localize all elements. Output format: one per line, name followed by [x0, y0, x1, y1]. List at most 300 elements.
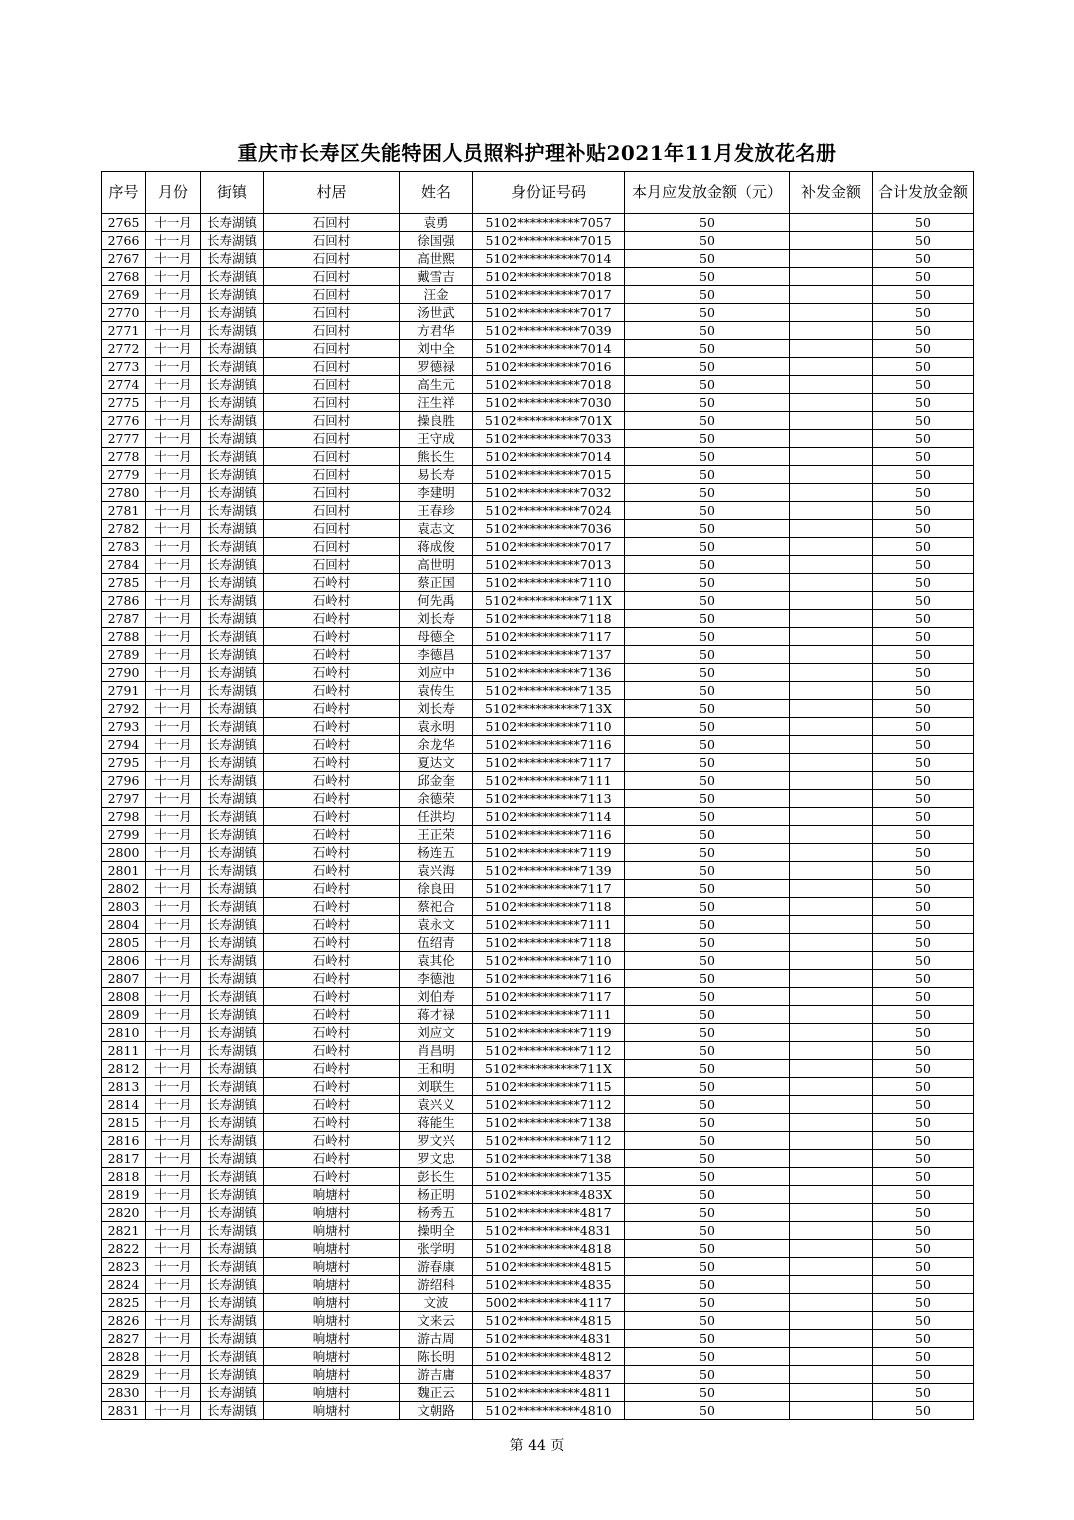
serial-cell: 2776: [102, 412, 146, 430]
name-cell: 刘应中: [400, 664, 473, 682]
amount-cell: 50: [625, 1024, 790, 1042]
amount-cell: 50: [625, 358, 790, 376]
village-cell: 石回村: [264, 502, 400, 520]
town-cell: 长寿湖镇: [201, 412, 264, 430]
town-cell: 长寿湖镇: [201, 970, 264, 988]
serial-cell: 2773: [102, 358, 146, 376]
id-number-cell: 5102**********7139: [473, 862, 625, 880]
month-cell: 十一月: [146, 1006, 201, 1024]
town-cell: 长寿湖镇: [201, 988, 264, 1006]
column-header: 姓名: [400, 172, 473, 214]
total-amount-cell: 50: [873, 232, 974, 250]
table-row: [102, 1060, 974, 1078]
total-amount-cell: 50: [873, 808, 974, 826]
amount-cell: 50: [625, 952, 790, 970]
amount-cell: 50: [625, 1132, 790, 1150]
id-number-cell: 5102**********7136: [473, 664, 625, 682]
town-cell: 长寿湖镇: [201, 340, 264, 358]
reissue-amount-cell: [790, 736, 873, 754]
table-row: [102, 970, 974, 988]
total-amount-cell: 50: [873, 268, 974, 286]
month-cell: 十一月: [146, 880, 201, 898]
name-cell: 袁传生: [400, 682, 473, 700]
id-number-cell: 5102**********7017: [473, 304, 625, 322]
town-cell: 长寿湖镇: [201, 250, 264, 268]
serial-cell: 2823: [102, 1258, 146, 1276]
total-amount-cell: 50: [873, 430, 974, 448]
amount-cell: 50: [625, 790, 790, 808]
amount-cell: 50: [625, 628, 790, 646]
total-amount-cell: 50: [873, 1186, 974, 1204]
reissue-amount-cell: [790, 1240, 873, 1258]
total-amount-cell: 50: [873, 826, 974, 844]
id-number-cell: 5102**********7117: [473, 754, 625, 772]
reissue-amount-cell: [790, 1222, 873, 1240]
id-number-cell: 5102**********7117: [473, 988, 625, 1006]
total-amount-cell: 50: [873, 340, 974, 358]
town-cell: 长寿湖镇: [201, 214, 264, 232]
id-number-cell: 5102**********7118: [473, 610, 625, 628]
month-cell: 十一月: [146, 862, 201, 880]
total-amount-cell: 50: [873, 718, 974, 736]
id-number-cell: 5102**********7024: [473, 502, 625, 520]
amount-cell: 50: [625, 610, 790, 628]
town-cell: 长寿湖镇: [201, 322, 264, 340]
reissue-amount-cell: [790, 592, 873, 610]
town-cell: 长寿湖镇: [201, 610, 264, 628]
village-cell: 响塘村: [264, 1294, 400, 1312]
reissue-amount-cell: [790, 1294, 873, 1312]
month-cell: 十一月: [146, 538, 201, 556]
name-cell: 易长寿: [400, 466, 473, 484]
id-number-cell: 5102**********7111: [473, 916, 625, 934]
town-cell: 长寿湖镇: [201, 1312, 264, 1330]
id-number-cell: 5102**********7014: [473, 448, 625, 466]
total-amount-cell: 50: [873, 574, 974, 592]
reissue-amount-cell: [790, 988, 873, 1006]
village-cell: 石回村: [264, 448, 400, 466]
name-cell: 熊长生: [400, 448, 473, 466]
reissue-amount-cell: [790, 1006, 873, 1024]
village-cell: 石回村: [264, 430, 400, 448]
town-cell: 长寿湖镇: [201, 952, 264, 970]
reissue-amount-cell: [790, 1204, 873, 1222]
amount-cell: 50: [625, 1312, 790, 1330]
total-amount-cell: 50: [873, 610, 974, 628]
village-cell: 石回村: [264, 466, 400, 484]
serial-cell: 2779: [102, 466, 146, 484]
village-cell: 石岭村: [264, 700, 400, 718]
reissue-amount-cell: [790, 1384, 873, 1402]
month-cell: 十一月: [146, 610, 201, 628]
total-amount-cell: 50: [873, 1114, 974, 1132]
name-cell: 张学明: [400, 1240, 473, 1258]
reissue-amount-cell: [790, 1132, 873, 1150]
total-amount-cell: 50: [873, 988, 974, 1006]
amount-cell: 50: [625, 592, 790, 610]
reissue-amount-cell: [790, 1150, 873, 1168]
town-cell: 长寿湖镇: [201, 232, 264, 250]
reissue-amount-cell: [790, 394, 873, 412]
town-cell: 长寿湖镇: [201, 1258, 264, 1276]
amount-cell: 50: [625, 1330, 790, 1348]
id-number-cell: 5102**********711X: [473, 1060, 625, 1078]
amount-cell: 50: [625, 1060, 790, 1078]
serial-cell: 2800: [102, 844, 146, 862]
village-cell: 石岭村: [264, 1006, 400, 1024]
name-cell: 刘长寿: [400, 610, 473, 628]
table-row: [102, 898, 974, 916]
name-cell: 邱金奎: [400, 772, 473, 790]
amount-cell: 50: [625, 700, 790, 718]
village-cell: 石回村: [264, 268, 400, 286]
village-cell: 石回村: [264, 358, 400, 376]
total-amount-cell: 50: [873, 646, 974, 664]
town-cell: 长寿湖镇: [201, 286, 264, 304]
village-cell: 石岭村: [264, 1132, 400, 1150]
id-number-cell: 5102**********7036: [473, 520, 625, 538]
month-cell: 十一月: [146, 574, 201, 592]
name-cell: 魏正云: [400, 1384, 473, 1402]
total-amount-cell: 50: [873, 1150, 974, 1168]
table-row: [102, 574, 974, 592]
total-amount-cell: 50: [873, 970, 974, 988]
town-cell: 长寿湖镇: [201, 1186, 264, 1204]
name-cell: 王正荣: [400, 826, 473, 844]
serial-cell: 2811: [102, 1042, 146, 1060]
serial-cell: 2820: [102, 1204, 146, 1222]
name-cell: 游春康: [400, 1258, 473, 1276]
serial-cell: 2785: [102, 574, 146, 592]
name-cell: 夏达文: [400, 754, 473, 772]
id-number-cell: 5102**********7112: [473, 1132, 625, 1150]
reissue-amount-cell: [790, 934, 873, 952]
month-cell: 十一月: [146, 970, 201, 988]
amount-cell: 50: [625, 304, 790, 322]
id-number-cell: 5102**********4835: [473, 1276, 625, 1294]
town-cell: 长寿湖镇: [201, 520, 264, 538]
month-cell: 十一月: [146, 358, 201, 376]
town-cell: 长寿湖镇: [201, 448, 264, 466]
village-cell: 石岭村: [264, 1096, 400, 1114]
name-cell: 操良胜: [400, 412, 473, 430]
amount-cell: 50: [625, 214, 790, 232]
serial-cell: 2793: [102, 718, 146, 736]
village-cell: 石岭村: [264, 970, 400, 988]
amount-cell: 50: [625, 1006, 790, 1024]
month-cell: 十一月: [146, 268, 201, 286]
reissue-amount-cell: [790, 880, 873, 898]
name-cell: 杨秀五: [400, 1204, 473, 1222]
village-cell: 响塘村: [264, 1222, 400, 1240]
table-row: [102, 214, 974, 232]
month-cell: 十一月: [146, 808, 201, 826]
village-cell: 石岭村: [264, 1042, 400, 1060]
amount-cell: 50: [625, 1384, 790, 1402]
total-amount-cell: 50: [873, 466, 974, 484]
village-cell: 石岭村: [264, 772, 400, 790]
amount-cell: 50: [625, 520, 790, 538]
amount-cell: 50: [625, 286, 790, 304]
month-cell: 十一月: [146, 232, 201, 250]
table-row: [102, 412, 974, 430]
name-cell: 操明全: [400, 1222, 473, 1240]
total-amount-cell: 50: [873, 484, 974, 502]
village-cell: 石回村: [264, 538, 400, 556]
serial-cell: 2807: [102, 970, 146, 988]
village-cell: 石岭村: [264, 574, 400, 592]
serial-cell: 2787: [102, 610, 146, 628]
amount-cell: 50: [625, 754, 790, 772]
reissue-amount-cell: [790, 808, 873, 826]
village-cell: 石岭村: [264, 808, 400, 826]
table-row: [102, 952, 974, 970]
serial-cell: 2789: [102, 646, 146, 664]
month-cell: 十一月: [146, 1366, 201, 1384]
name-cell: 杨正明: [400, 1186, 473, 1204]
name-cell: 刘伯寿: [400, 988, 473, 1006]
id-number-cell: 5102**********4815: [473, 1258, 625, 1276]
reissue-amount-cell: [790, 502, 873, 520]
month-cell: 十一月: [146, 682, 201, 700]
total-amount-cell: 50: [873, 664, 974, 682]
month-cell: 十一月: [146, 1114, 201, 1132]
reissue-amount-cell: [790, 304, 873, 322]
reissue-amount-cell: [790, 610, 873, 628]
id-number-cell: 5102**********713X: [473, 700, 625, 718]
serial-cell: 2808: [102, 988, 146, 1006]
total-amount-cell: 50: [873, 1168, 974, 1186]
table-row: [102, 754, 974, 772]
reissue-amount-cell: [790, 700, 873, 718]
name-cell: 袁兴义: [400, 1096, 473, 1114]
name-cell: 文朝路: [400, 1402, 473, 1420]
total-amount-cell: 50: [873, 934, 974, 952]
total-amount-cell: 50: [873, 592, 974, 610]
name-cell: 罗德禄: [400, 358, 473, 376]
town-cell: 长寿湖镇: [201, 1222, 264, 1240]
amount-cell: 50: [625, 448, 790, 466]
serial-cell: 2803: [102, 898, 146, 916]
id-number-cell: 5102**********483X: [473, 1186, 625, 1204]
reissue-amount-cell: [790, 466, 873, 484]
total-amount-cell: 50: [873, 322, 974, 340]
table-row: [102, 1258, 974, 1276]
town-cell: 长寿湖镇: [201, 916, 264, 934]
amount-cell: 50: [625, 1276, 790, 1294]
month-cell: 十一月: [146, 502, 201, 520]
reissue-amount-cell: [790, 250, 873, 268]
table-row: [102, 1042, 974, 1060]
name-cell: 蒋成俊: [400, 538, 473, 556]
town-cell: 长寿湖镇: [201, 574, 264, 592]
month-cell: 十一月: [146, 556, 201, 574]
name-cell: 李德昌: [400, 646, 473, 664]
id-number-cell: 5102**********7135: [473, 1168, 625, 1186]
total-amount-cell: 50: [873, 1024, 974, 1042]
month-cell: 十一月: [146, 1060, 201, 1078]
id-number-cell: 5102**********4831: [473, 1330, 625, 1348]
month-cell: 十一月: [146, 790, 201, 808]
village-cell: 石回村: [264, 304, 400, 322]
table-row: [102, 1006, 974, 1024]
serial-cell: 2806: [102, 952, 146, 970]
table-row: [102, 1276, 974, 1294]
id-number-cell: 5102**********4837: [473, 1366, 625, 1384]
column-header: 月份: [146, 172, 201, 214]
table-row: [102, 1168, 974, 1186]
table-row: [102, 268, 974, 286]
reissue-amount-cell: [790, 430, 873, 448]
village-cell: 石岭村: [264, 1168, 400, 1186]
town-cell: 长寿湖镇: [201, 1294, 264, 1312]
serial-cell: 2769: [102, 286, 146, 304]
village-cell: 石岭村: [264, 952, 400, 970]
name-cell: 徐国强: [400, 232, 473, 250]
town-cell: 长寿湖镇: [201, 1384, 264, 1402]
serial-cell: 2791: [102, 682, 146, 700]
month-cell: 十一月: [146, 718, 201, 736]
table-row: [102, 1312, 974, 1330]
table-row: [102, 934, 974, 952]
id-number-cell: 5102**********7018: [473, 268, 625, 286]
town-cell: 长寿湖镇: [201, 1402, 264, 1420]
village-cell: 石回村: [264, 232, 400, 250]
name-cell: 刘中全: [400, 340, 473, 358]
table-body: [102, 214, 974, 1420]
village-cell: 石回村: [264, 250, 400, 268]
total-amount-cell: 50: [873, 1078, 974, 1096]
village-cell: 石回村: [264, 286, 400, 304]
serial-cell: 2771: [102, 322, 146, 340]
table-row: [102, 394, 974, 412]
table-row: [102, 1330, 974, 1348]
town-cell: 长寿湖镇: [201, 844, 264, 862]
total-amount-cell: 50: [873, 1384, 974, 1402]
reissue-amount-cell: [790, 1168, 873, 1186]
town-cell: 长寿湖镇: [201, 1150, 264, 1168]
town-cell: 长寿湖镇: [201, 484, 264, 502]
name-cell: 李德池: [400, 970, 473, 988]
amount-cell: 50: [625, 1096, 790, 1114]
id-number-cell: 5102**********4810: [473, 1402, 625, 1420]
page-number: 第 44 页: [509, 1438, 565, 1454]
village-cell: 响塘村: [264, 1402, 400, 1420]
town-cell: 长寿湖镇: [201, 358, 264, 376]
name-cell: 游古周: [400, 1330, 473, 1348]
month-cell: 十一月: [146, 1096, 201, 1114]
column-header: 补发金额: [790, 172, 873, 214]
month-cell: 十一月: [146, 934, 201, 952]
total-amount-cell: 50: [873, 700, 974, 718]
amount-cell: 50: [625, 1366, 790, 1384]
table-row: [102, 1150, 974, 1168]
amount-cell: 50: [625, 412, 790, 430]
village-cell: 响塘村: [264, 1330, 400, 1348]
name-cell: 王春珍: [400, 502, 473, 520]
village-cell: 石岭村: [264, 988, 400, 1006]
town-cell: 长寿湖镇: [201, 898, 264, 916]
total-amount-cell: 50: [873, 1204, 974, 1222]
town-cell: 长寿湖镇: [201, 772, 264, 790]
month-cell: 十一月: [146, 772, 201, 790]
village-cell: 石岭村: [264, 664, 400, 682]
name-cell: 游绍科: [400, 1276, 473, 1294]
table-row: [102, 862, 974, 880]
month-cell: 十一月: [146, 952, 201, 970]
month-cell: 十一月: [146, 898, 201, 916]
id-number-cell: 5102**********7032: [473, 484, 625, 502]
reissue-amount-cell: [790, 1042, 873, 1060]
table-row: [102, 502, 974, 520]
serial-cell: 2768: [102, 268, 146, 286]
name-cell: 汪金: [400, 286, 473, 304]
id-number-cell: 5102**********7015: [473, 466, 625, 484]
total-amount-cell: 50: [873, 952, 974, 970]
reissue-amount-cell: [790, 862, 873, 880]
table-row: [102, 844, 974, 862]
reissue-amount-cell: [790, 1186, 873, 1204]
month-cell: 十一月: [146, 394, 201, 412]
town-cell: 长寿湖镇: [201, 592, 264, 610]
serial-cell: 2809: [102, 1006, 146, 1024]
table-row: [102, 988, 974, 1006]
name-cell: 刘联生: [400, 1078, 473, 1096]
month-cell: 十一月: [146, 628, 201, 646]
name-cell: 戴雪吉: [400, 268, 473, 286]
table-row: [102, 358, 974, 376]
total-amount-cell: 50: [873, 538, 974, 556]
table-row: [102, 790, 974, 808]
reissue-amount-cell: [790, 1366, 873, 1384]
amount-cell: 50: [625, 394, 790, 412]
serial-cell: 2765: [102, 214, 146, 232]
name-cell: 刘长寿: [400, 700, 473, 718]
serial-cell: 2781: [102, 502, 146, 520]
reissue-amount-cell: [790, 484, 873, 502]
village-cell: 响塘村: [264, 1276, 400, 1294]
table-row: [102, 1240, 974, 1258]
id-number-cell: 5102**********7013: [473, 556, 625, 574]
table-row: [102, 880, 974, 898]
month-cell: 十一月: [146, 214, 201, 232]
total-amount-cell: 50: [873, 1258, 974, 1276]
serial-cell: 2770: [102, 304, 146, 322]
id-number-cell: 5102**********7014: [473, 250, 625, 268]
town-cell: 长寿湖镇: [201, 718, 264, 736]
reissue-amount-cell: [790, 664, 873, 682]
id-number-cell: 5102**********701X: [473, 412, 625, 430]
reissue-amount-cell: [790, 214, 873, 232]
amount-cell: 50: [625, 268, 790, 286]
town-cell: 长寿湖镇: [201, 430, 264, 448]
name-cell: 袁勇: [400, 214, 473, 232]
name-cell: 方君华: [400, 322, 473, 340]
town-cell: 长寿湖镇: [201, 826, 264, 844]
total-amount-cell: 50: [873, 502, 974, 520]
table-row: [102, 1384, 974, 1402]
amount-cell: 50: [625, 1114, 790, 1132]
table-row: [102, 1204, 974, 1222]
total-amount-cell: 50: [873, 1096, 974, 1114]
table-row: [102, 772, 974, 790]
id-number-cell: 5102**********4815: [473, 1312, 625, 1330]
table-row: [102, 916, 974, 934]
month-cell: 十一月: [146, 430, 201, 448]
reissue-amount-cell: [790, 574, 873, 592]
serial-cell: 2780: [102, 484, 146, 502]
amount-cell: 50: [625, 898, 790, 916]
